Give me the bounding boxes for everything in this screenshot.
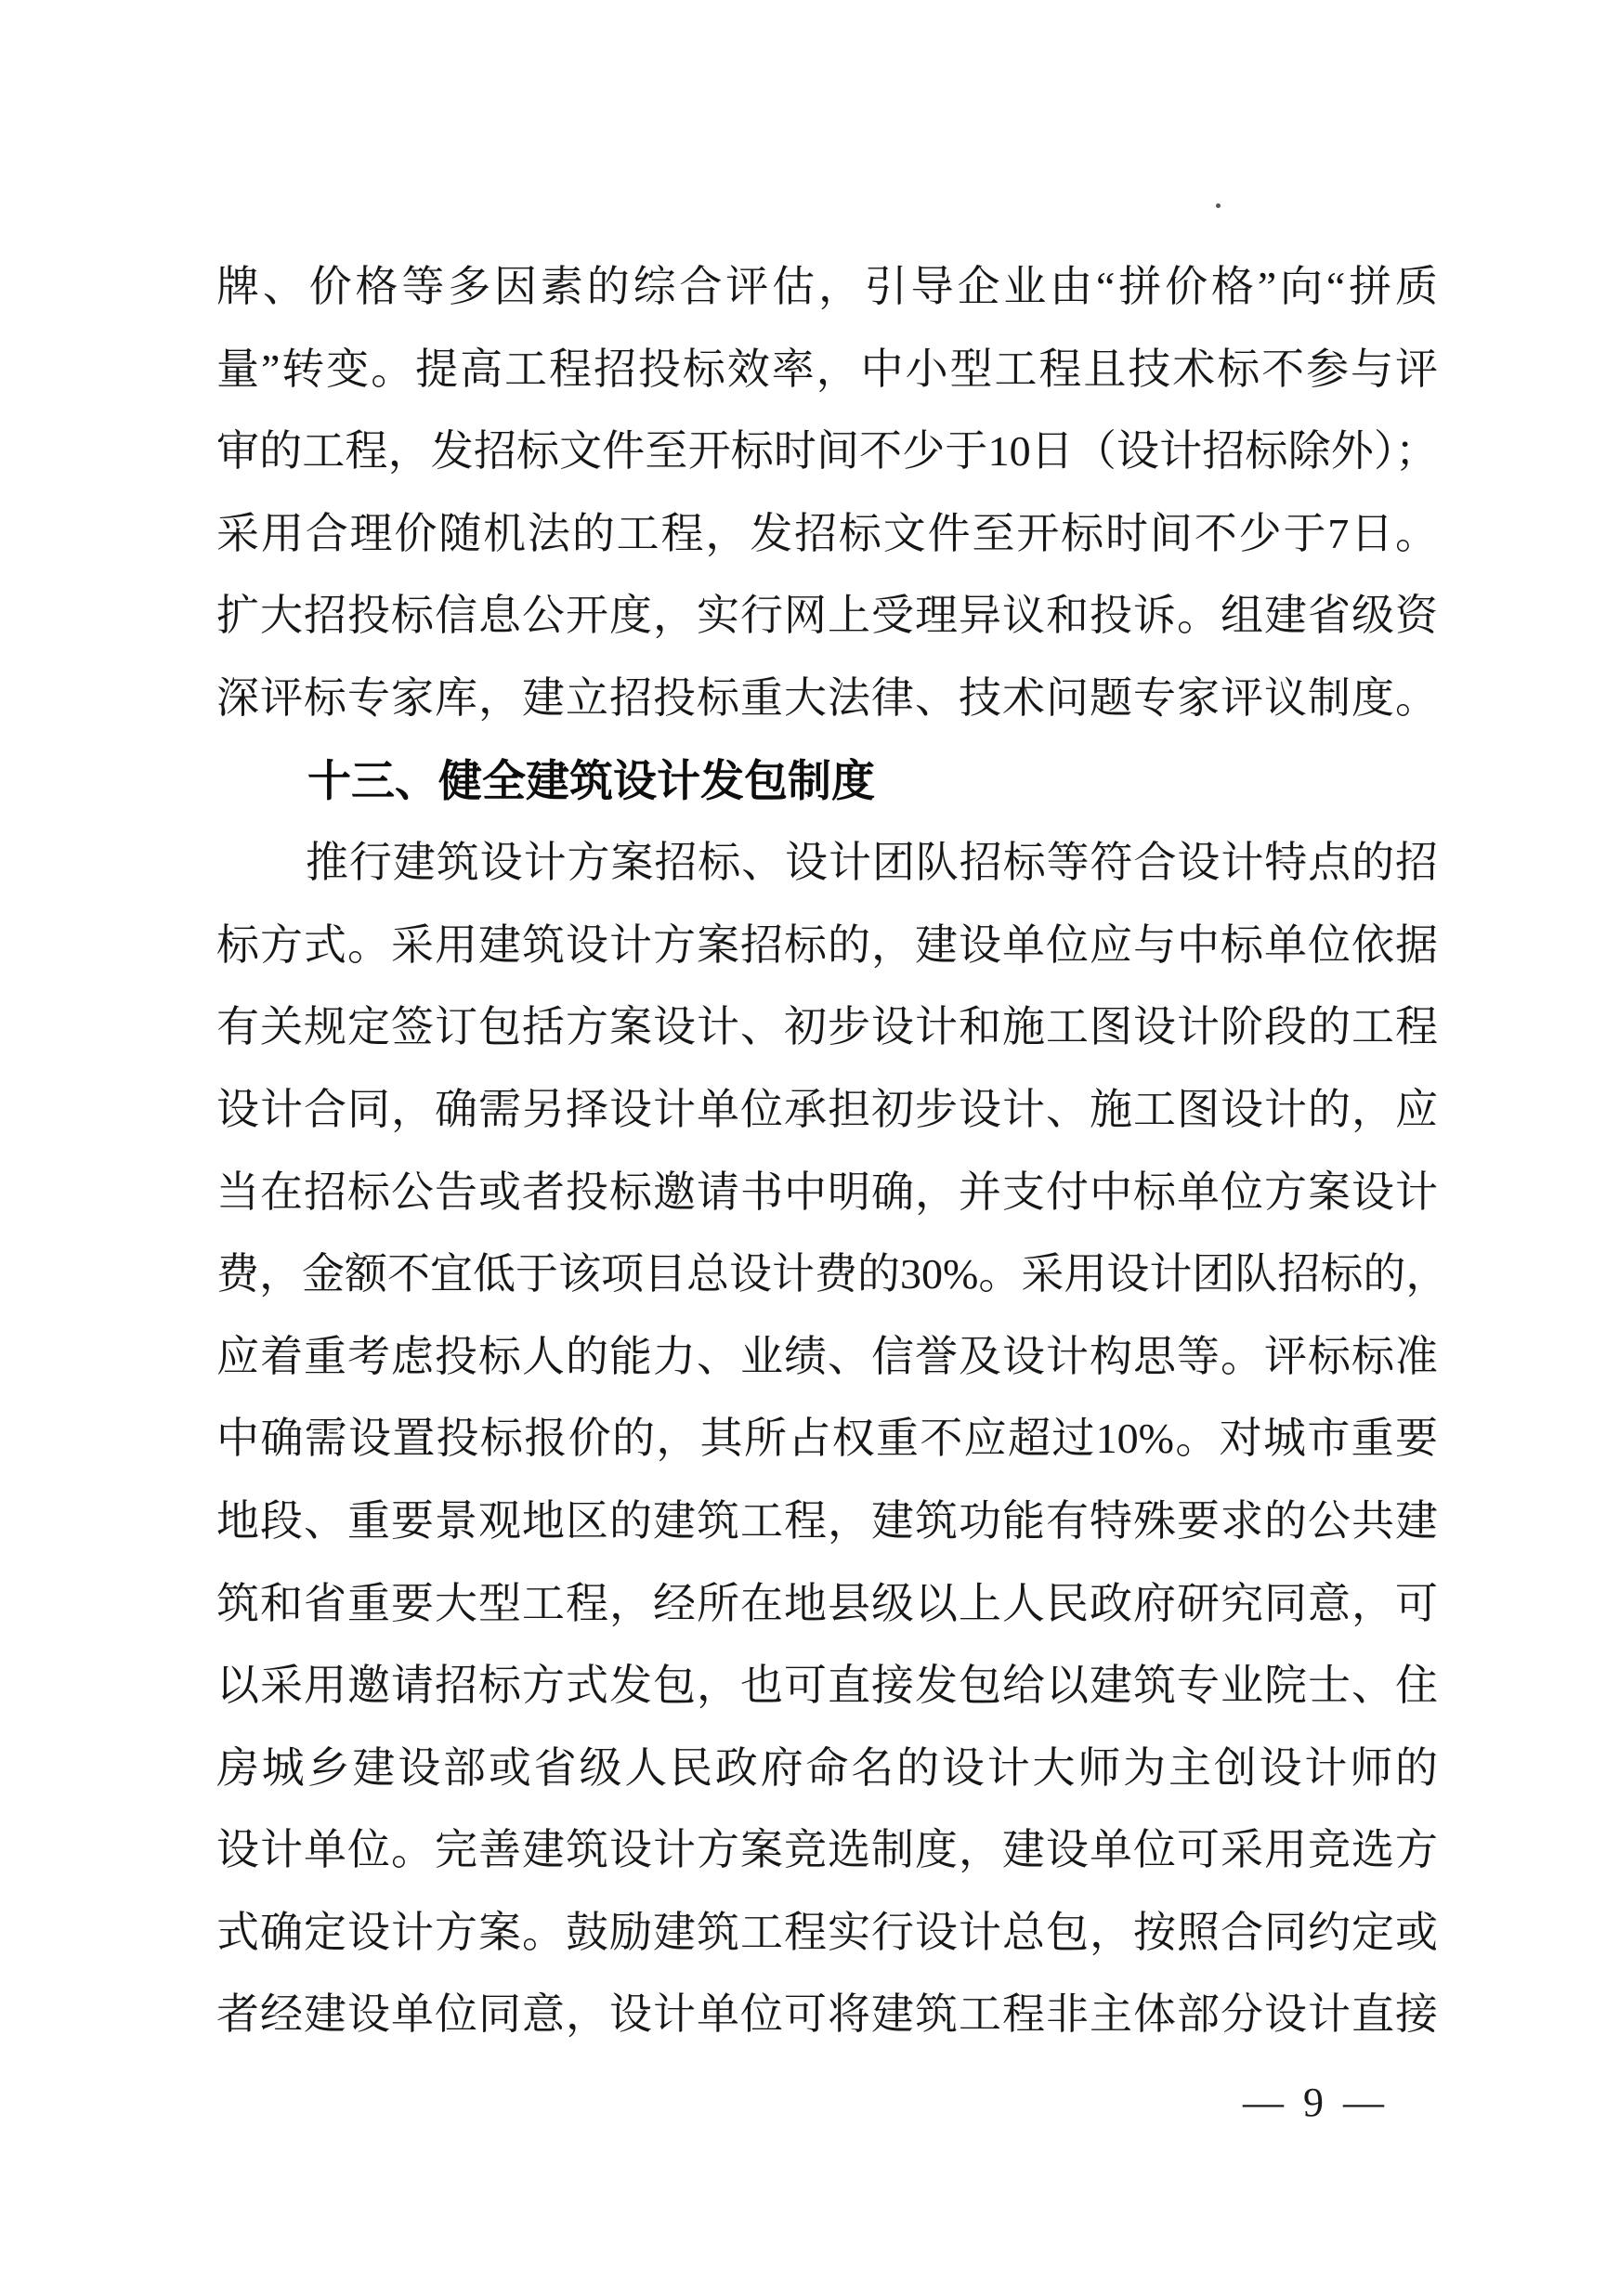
text-line: 采用合理价随机法的工程，发招标文件至开标时间不少于7日。 <box>216 509 1438 557</box>
paragraph-first-line: 推行建筑设计方案招标、设计团队招标等符合设计特点的招 <box>306 839 1438 887</box>
ink-speck <box>1216 203 1221 208</box>
text-line: 应着重考虑投标人的能力、业绩、信誉及设计构思等。评标标准 <box>216 1332 1438 1380</box>
text-line: 中确需设置投标报价的，其所占权重不应超过10%。对城市重要 <box>216 1415 1438 1463</box>
text-line: 量”转变。提高工程招投标效率，中小型工程且技术标不参与评 <box>216 345 1438 393</box>
text-line: 设计单位。完善建筑设计方案竞选制度，建设单位可采用竞选方 <box>216 1826 1438 1874</box>
text-line: 地段、重要景观地区的建筑工程，建筑功能有特殊要求的公共建 <box>216 1496 1438 1545</box>
section-heading: 十三、健全建筑设计发包制度 <box>307 755 875 805</box>
text-line: 费，金额不宜低于该项目总设计费的30%。采用设计团队招标的， <box>216 1250 1449 1298</box>
body-text-block <box>216 246 1449 2056</box>
text-line: 当在招标公告或者投标邀请书中明确，并支付中标单位方案设计 <box>216 1168 1438 1216</box>
text-line: 审的工程，发招标文件至开标时间不少于10日（设计招标除外）； <box>216 427 1438 476</box>
text-line: 以采用邀请招标方式发包，也可直接发包给以建筑专业院士、住 <box>216 1662 1438 1710</box>
text-line: 扩大招投标信息公开度，实行网上受理异议和投诉。组建省级资 <box>216 592 1438 640</box>
text-line: 标方式。采用建筑设计方案招标的，建设单位应与中标单位依据 <box>216 920 1438 969</box>
text-line: 设计合同，确需另择设计单位承担初步设计、施工图设计的，应 <box>216 1085 1438 1133</box>
text-line: 者经建设单位同意，设计单位可将建筑工程非主体部分设计直接 <box>216 1990 1438 2039</box>
text-line: 有关规定签订包括方案设计、初步设计和施工图设计阶段的工程 <box>216 1003 1438 1051</box>
text-line: 房城乡建设部或省级人民政府命名的设计大师为主创设计师的 <box>216 1743 1438 1792</box>
text-line: 筑和省重要大型工程，经所在地县级以上人民政府研究同意，可 <box>216 1579 1438 1627</box>
page-number: — 9 — <box>1243 2080 1384 2125</box>
text-line: 牌、价格等多因素的综合评估，引导企业由“拼价格”向“拼质 <box>216 263 1438 310</box>
text-line: 深评标专家库，建立招投标重大法律、技术问题专家评议制度。 <box>216 673 1438 722</box>
text-line: 式确定设计方案。鼓励建筑工程实行设计总包，按照合同约定或 <box>216 1908 1438 1956</box>
